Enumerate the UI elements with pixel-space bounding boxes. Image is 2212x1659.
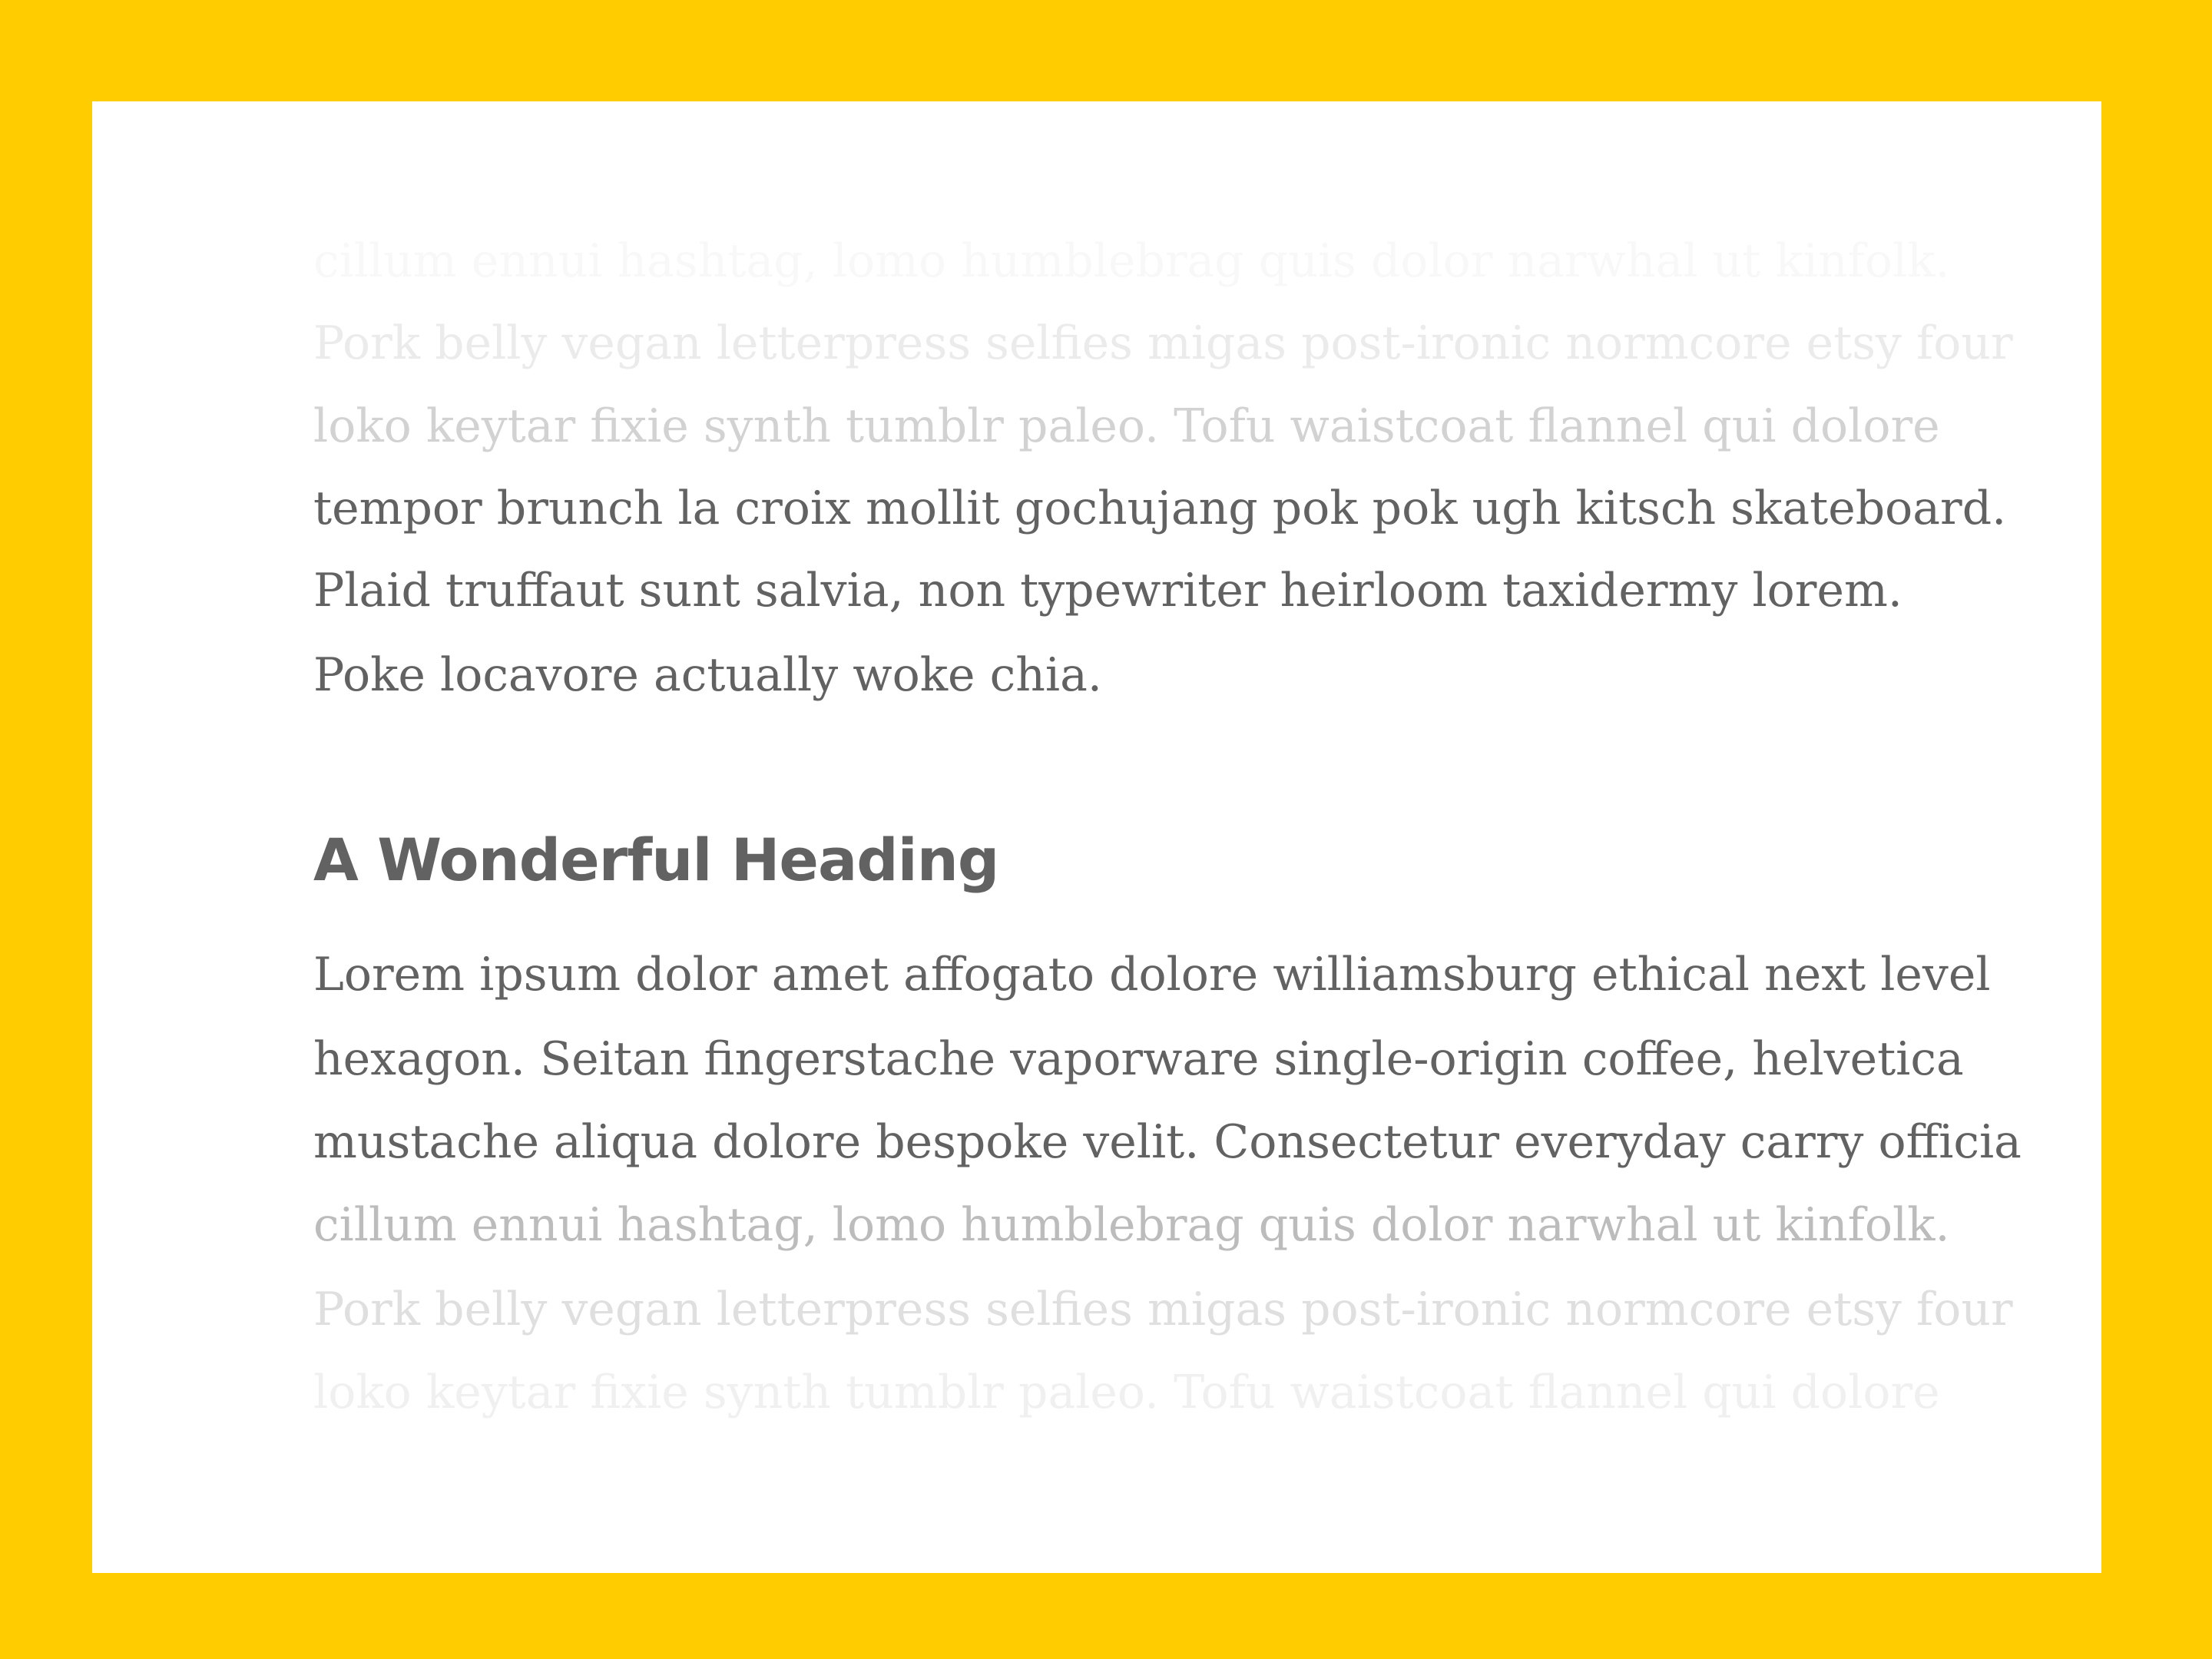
- paragraph-line: Plaid truffaut sunt salvia, non typewriter heirloom taxidermy lorem.: [313, 564, 1902, 618]
- section-heading: A Wonderful Heading: [313, 826, 999, 894]
- paragraph-line: mustache aliqua dolore bespoke velit. Consectetur everyday carry officia: [313, 1115, 2022, 1169]
- paragraph-line: cillum ennui hashtag, lomo humblebrag quis dolor narwhal ut kinfolk.: [313, 1198, 1950, 1252]
- paragraph-line: hexagon. Seitan fingerstache vaporware single-origin coffee, helvetica: [313, 1032, 1964, 1086]
- paragraph-line: Poke locavore actually woke chia.: [313, 648, 1102, 702]
- paragraph-line: Lorem ipsum dolor amet affogato dolore williamsburg ethical next level: [313, 948, 1991, 1002]
- paragraph-line: loko keytar fixie synth tumblr paleo. Tofu waistcoat flannel qui dolore: [313, 1366, 1940, 1419]
- article-card: [92, 101, 2101, 1573]
- paragraph-line: [313, 238, 1950, 284]
- paragraph-line: tempor brunch la croix mollit gochujang pok pok ugh kitsch skateboard.: [313, 482, 2007, 535]
- paragraph-line: loko keytar fixie synth tumblr paleo. Tofu waistcoat flannel qui dolore: [313, 399, 1940, 453]
- paragraph-line: Pork belly vegan letterpress selfies migas post-ironic normcore etsy four: [313, 1283, 2013, 1336]
- paragraph-line: Pork belly vegan letterpress selfies migas post-ironic normcore etsy four: [313, 316, 2013, 370]
